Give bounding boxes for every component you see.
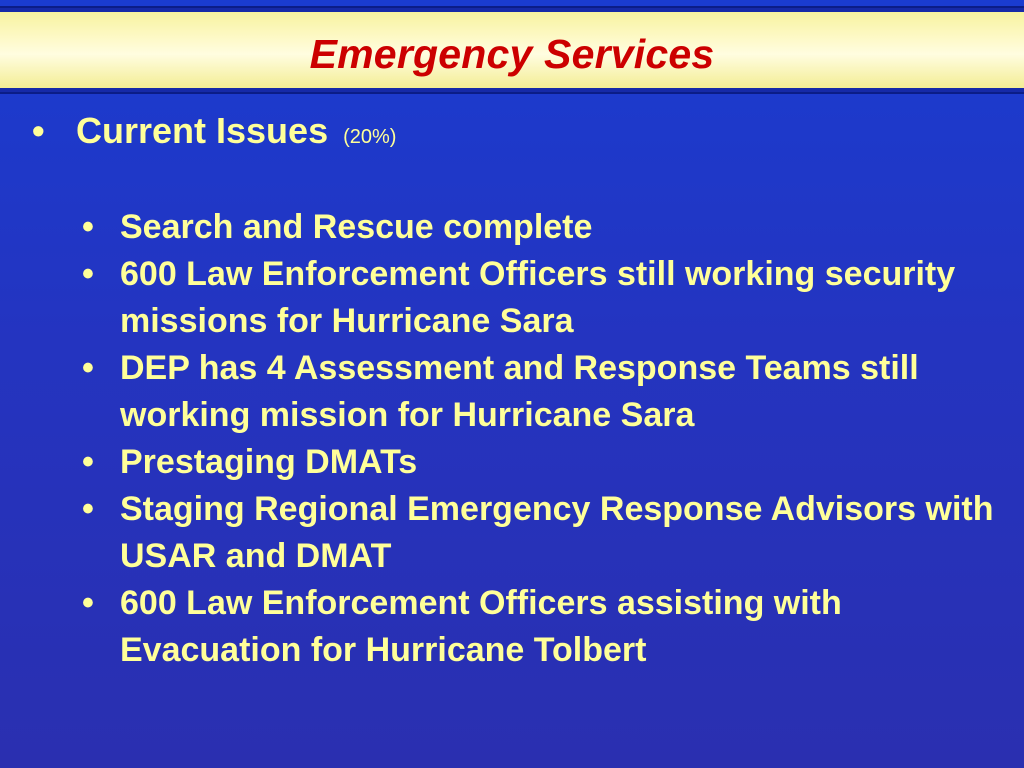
list-item-text: Prestaging DMATs <box>120 443 418 481</box>
list-item <box>82 439 1012 486</box>
bullet-icon: • <box>82 349 94 387</box>
list-item-text: 600 Law Enforcement Officers still working security missions for Hurricane Sara <box>120 255 956 340</box>
section-heading <box>32 111 396 157</box>
bullet-icon: • <box>82 208 94 246</box>
list-item-text: Search and Rescue complete <box>120 208 593 246</box>
bullet-icon: • <box>82 490 94 528</box>
issues-list <box>82 204 1012 674</box>
bullet-icon: • <box>32 110 45 151</box>
list-item-text: 600 Law Enforcement Officers assisting with Evacuation for Hurricane Tolbert <box>120 584 842 669</box>
list-item <box>82 251 1012 345</box>
list-item <box>82 486 1012 580</box>
bullet-icon: • <box>82 584 94 622</box>
bullet-icon: • <box>82 255 94 293</box>
section-percent: (20%) <box>343 126 397 148</box>
list-item <box>82 204 1012 251</box>
section-label: Current Issues <box>76 110 329 151</box>
list-item <box>82 345 1012 439</box>
bullet-icon: • <box>82 443 94 481</box>
list-item-text: Staging Regional Emergency Response Advisors with USAR and DMAT <box>120 490 994 575</box>
list-item-text: DEP has 4 Assessment and Response Teams still working mission for Hurricane Sara <box>120 349 919 434</box>
slide-title: Emergency Services <box>309 31 715 77</box>
list-item <box>82 580 1012 674</box>
